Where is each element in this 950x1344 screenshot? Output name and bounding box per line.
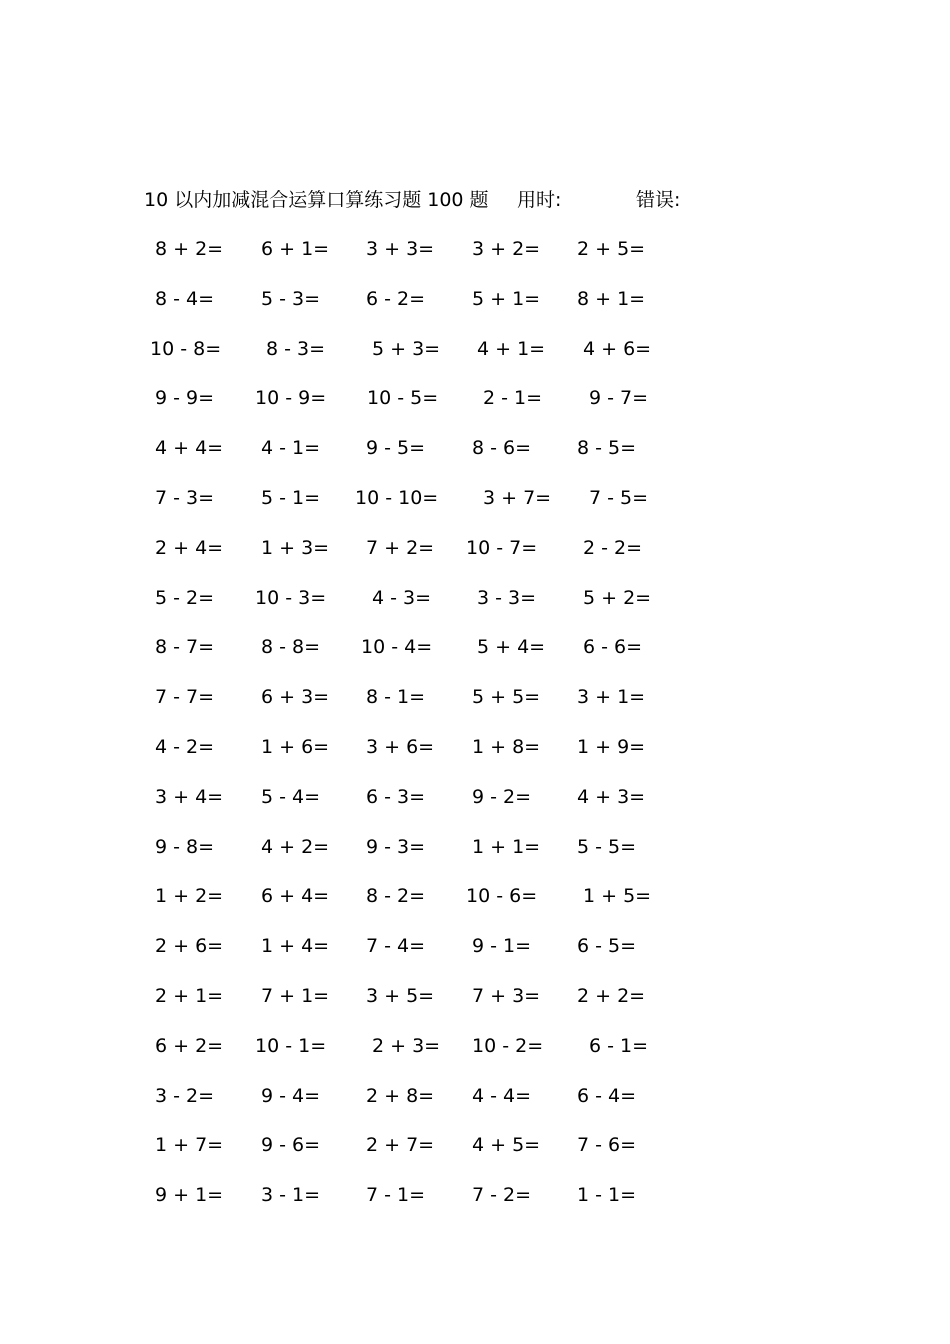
problem-cell: 4 - 4= (472, 1085, 532, 1107)
problem-cell: 9 - 1= (472, 935, 532, 957)
problem-cell: 4 + 1= (477, 338, 546, 360)
problem-row (0, 882, 950, 910)
problem-row (0, 584, 950, 612)
problem-row (0, 1181, 950, 1209)
problem-cell: 8 - 4= (155, 288, 215, 310)
problem-cell: 3 + 4= (155, 786, 224, 808)
problem-cell: 7 - 4= (366, 935, 426, 957)
problem-cell: 2 + 2= (577, 985, 646, 1007)
problem-row (0, 484, 950, 512)
problem-row (0, 1032, 950, 1060)
problem-cell: 8 - 3= (266, 338, 326, 360)
problem-cell: 1 + 4= (261, 935, 330, 957)
problem-cell: 1 + 3= (261, 537, 330, 559)
problem-cell: 2 + 7= (366, 1134, 435, 1156)
problem-cell: 4 - 2= (155, 736, 215, 758)
problem-cell: 10 - 2= (472, 1035, 544, 1057)
problem-cell: 2 - 2= (583, 537, 643, 559)
problem-cell: 4 + 3= (577, 786, 646, 808)
problem-cell: 8 - 8= (261, 636, 321, 658)
problem-cell: 10 - 8= (150, 338, 222, 360)
problem-cell: 10 - 4= (361, 636, 433, 658)
problem-cell: 9 - 4= (261, 1085, 321, 1107)
problem-cell: 5 + 3= (372, 338, 441, 360)
problem-cell: 4 + 6= (583, 338, 652, 360)
problem-cell: 3 - 1= (261, 1184, 321, 1206)
problem-cell: 3 + 5= (366, 985, 435, 1007)
problem-cell: 4 + 2= (261, 836, 330, 858)
problem-cell: 9 - 2= (472, 786, 532, 808)
problem-cell: 4 + 5= (472, 1134, 541, 1156)
problem-cell: 2 + 6= (155, 935, 224, 957)
problem-row (0, 633, 950, 661)
problem-row (0, 932, 950, 960)
problem-cell: 6 - 3= (366, 786, 426, 808)
worksheet-title: 10 以内加减混合运算口算练习题 100 题 (144, 189, 489, 211)
problem-cell: 5 - 2= (155, 587, 215, 609)
problem-cell: 8 - 6= (472, 437, 532, 459)
problem-cell: 5 - 1= (261, 487, 321, 509)
problem-row (0, 833, 950, 861)
problem-cell: 1 + 5= (583, 885, 652, 907)
problem-cell: 2 + 8= (366, 1085, 435, 1107)
problem-cell: 6 + 2= (155, 1035, 224, 1057)
problem-cell: 3 + 3= (366, 238, 435, 260)
problem-row (0, 235, 950, 263)
problem-cell: 4 + 4= (155, 437, 224, 459)
problem-cell: 9 - 3= (366, 836, 426, 858)
problem-row (0, 1131, 950, 1159)
problem-cell: 2 + 1= (155, 985, 224, 1007)
problem-cell: 8 + 1= (577, 288, 646, 310)
problem-cell: 3 + 1= (577, 686, 646, 708)
problem-row (0, 982, 950, 1010)
problem-cell: 6 - 4= (577, 1085, 637, 1107)
problem-row (0, 434, 950, 462)
problem-cell: 10 - 3= (255, 587, 327, 609)
problem-cell: 2 + 3= (372, 1035, 441, 1057)
problem-cell: 7 - 3= (155, 487, 215, 509)
problem-cell: 5 + 4= (477, 636, 546, 658)
problem-cell: 8 - 2= (366, 885, 426, 907)
problem-cell: 6 - 6= (583, 636, 643, 658)
problem-cell: 10 - 10= (355, 487, 439, 509)
problem-cell: 6 + 1= (261, 238, 330, 260)
problem-cell: 7 - 5= (589, 487, 649, 509)
problem-cell: 7 - 2= (472, 1184, 532, 1206)
problem-cell: 3 + 2= (472, 238, 541, 260)
problem-cell: 5 - 3= (261, 288, 321, 310)
problem-cell: 10 - 1= (255, 1035, 327, 1057)
problem-cell: 1 + 7= (155, 1134, 224, 1156)
problem-cell: 10 - 6= (466, 885, 538, 907)
problem-cell: 10 - 7= (466, 537, 538, 559)
problem-cell: 5 + 2= (583, 587, 652, 609)
problem-cell: 6 - 5= (577, 935, 637, 957)
problem-cell: 6 - 2= (366, 288, 426, 310)
problem-cell: 8 - 7= (155, 636, 215, 658)
problem-cell: 1 + 9= (577, 736, 646, 758)
problem-cell: 10 - 5= (367, 387, 439, 409)
problem-cell: 7 - 7= (155, 686, 215, 708)
problem-row (0, 783, 950, 811)
problem-cell: 8 - 5= (577, 437, 637, 459)
problem-cell: 5 - 4= (261, 786, 321, 808)
problem-cell: 4 - 3= (372, 587, 432, 609)
time-label: 用时: (517, 189, 562, 211)
problem-cell: 2 - 1= (483, 387, 543, 409)
problem-cell: 7 - 6= (577, 1134, 637, 1156)
problem-cell: 7 - 1= (366, 1184, 426, 1206)
problem-cell: 8 + 2= (155, 238, 224, 260)
problem-cell: 3 + 7= (483, 487, 552, 509)
problem-cell: 1 + 2= (155, 885, 224, 907)
problem-cell: 9 - 6= (261, 1134, 321, 1156)
problem-cell: 7 + 2= (366, 537, 435, 559)
problem-row (0, 733, 950, 761)
problem-row (0, 683, 950, 711)
problem-row (0, 384, 950, 412)
problem-cell: 3 - 2= (155, 1085, 215, 1107)
problem-row (0, 534, 950, 562)
errors-label: 错误: (636, 189, 681, 211)
problem-cell: 6 + 4= (261, 885, 330, 907)
problem-cell: 5 + 1= (472, 288, 541, 310)
problem-cell: 6 - 1= (589, 1035, 649, 1057)
problem-cell: 4 - 1= (261, 437, 321, 459)
problem-cell: 5 + 5= (472, 686, 541, 708)
problem-cell: 6 + 3= (261, 686, 330, 708)
problem-cell: 9 - 8= (155, 836, 215, 858)
problem-row (0, 1082, 950, 1110)
problem-cell: 1 + 8= (472, 736, 541, 758)
problem-cell: 5 - 5= (577, 836, 637, 858)
problem-cell: 9 + 1= (155, 1184, 224, 1206)
problem-cell: 9 - 7= (589, 387, 649, 409)
problem-cell: 1 + 6= (261, 736, 330, 758)
problem-cell: 8 - 1= (366, 686, 426, 708)
problem-cell: 2 + 5= (577, 238, 646, 260)
problem-row (0, 285, 950, 313)
problem-cell: 9 - 5= (366, 437, 426, 459)
problem-cell: 3 + 6= (366, 736, 435, 758)
problem-cell: 7 + 1= (261, 985, 330, 1007)
problem-cell: 10 - 9= (255, 387, 327, 409)
problem-cell: 3 - 3= (477, 587, 537, 609)
problem-cell: 9 - 9= (155, 387, 215, 409)
problem-cell: 1 + 1= (472, 836, 541, 858)
problem-cell: 2 + 4= (155, 537, 224, 559)
problem-row (0, 335, 950, 363)
problem-cell: 1 - 1= (577, 1184, 637, 1206)
problem-cell: 7 + 3= (472, 985, 541, 1007)
